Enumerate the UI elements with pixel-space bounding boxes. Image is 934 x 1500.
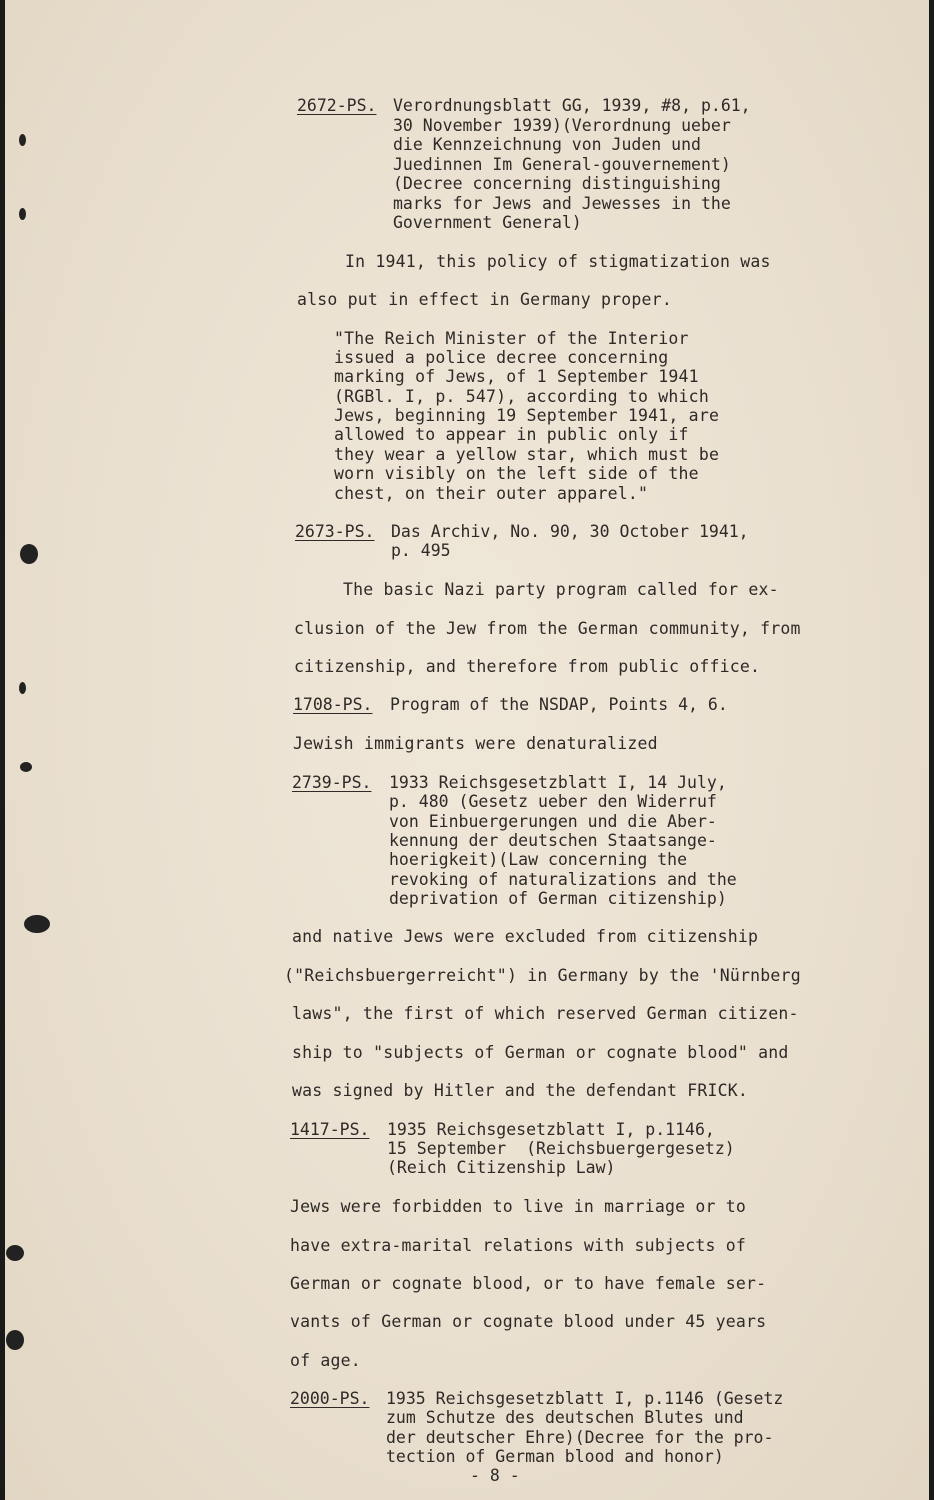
- citation-line: (Reich Citizenship Law): [387, 1158, 616, 1177]
- paragraph-line: have extra-marital relations with subjects of: [290, 1236, 747, 1255]
- citation-line: p. 480 (Gesetz ueber den Widerruf: [389, 792, 717, 811]
- citation-code: 2672-PS.: [297, 96, 377, 115]
- citation-line: 30 November 1939)(Verordnung ueber: [393, 116, 731, 135]
- citation-code: 2673-PS.: [295, 522, 375, 541]
- page-number: - 8 -: [470, 1466, 520, 1485]
- right-page-edge: [929, 0, 934, 1500]
- paragraph-line: ship to "subjects of German or cognate blood" and: [292, 1043, 789, 1062]
- paragraph-line: German or cognate blood, or to have female ser-: [290, 1274, 767, 1293]
- binder-hole: [19, 682, 26, 694]
- quotation-line: (RGBl. I, p. 547), according to which: [334, 387, 709, 406]
- paragraph-line: laws", the first of which reserved German citizen-: [292, 1004, 799, 1023]
- citation-code: 2000-PS.: [290, 1389, 370, 1408]
- citation-line: Government General): [393, 213, 582, 232]
- citation-line: von Einbuergerungen und die Aber-: [389, 812, 717, 831]
- paragraph-line: ("Reichsbuergerreicht") in Germany by the 'Nürnberg: [284, 966, 801, 985]
- citation-line: p. 495: [391, 541, 451, 560]
- quotation-line: Jews, beginning 19 September 1941, are: [334, 406, 720, 425]
- quotation-line: "The Reich Minister of the Interior: [334, 329, 689, 348]
- paragraph-line: also put in effect in Germany proper.: [297, 290, 672, 309]
- citation-line: marks for Jews and Jewesses in the: [393, 194, 731, 213]
- citation-line: 15 September (Reichsbuergergesetz): [387, 1139, 735, 1158]
- citation-line: revoking of naturalizations and the: [389, 870, 737, 889]
- citation-line: 1935 Reichsgesetzblatt I, p.1146 (Gesetz: [386, 1389, 784, 1408]
- paragraph-line: The basic Nazi party program called for ex-: [343, 580, 779, 599]
- quotation-line: marking of Jews, of 1 September 1941: [334, 367, 699, 386]
- quotation-line: worn visibly on the left side of the: [334, 464, 699, 483]
- binder-hole: [24, 915, 50, 933]
- citation-line: Juedinnen Im General-gouvernement): [393, 155, 731, 174]
- citation-line: der deutscher Ehre)(Decree for the pro-: [386, 1428, 774, 1447]
- left-page-edge: [0, 0, 5, 1500]
- binder-hole: [6, 1330, 24, 1350]
- paragraph-line: Jews were forbidden to live in marriage or to: [290, 1197, 747, 1216]
- citation-line: tection of German blood and honor): [386, 1447, 724, 1466]
- quotation-line: chest, on their outer apparel.": [334, 484, 649, 503]
- quotation-line: they wear a yellow star, which must be: [334, 445, 720, 464]
- citation-code: 1708-PS.: [293, 695, 373, 714]
- binder-hole: [20, 544, 38, 564]
- citation-line: Verordnungsblatt GG, 1939, #8, p.61,: [393, 96, 751, 115]
- binder-hole: [19, 208, 26, 220]
- citation-line: hoerigkeit)(Law concerning the: [389, 850, 688, 869]
- paragraph-line: clusion of the Jew from the German community, from: [294, 619, 801, 638]
- paragraph-line: was signed by Hitler and the defendant FRICK.: [292, 1081, 749, 1100]
- paragraph-line: of age.: [290, 1351, 361, 1370]
- citation-line: (Decree concerning distinguishing: [393, 174, 721, 193]
- paragraph-line: citizenship, and therefore from public office.: [294, 657, 761, 676]
- citation-line: deprivation of German citizenship): [389, 889, 727, 908]
- citation-line: Das Archiv, No. 90, 30 October 1941,: [391, 522, 749, 541]
- citation-line: kennung der deutschen Staatsange-: [389, 831, 717, 850]
- citation-line: 1933 Reichsgesetzblatt I, 14 July,: [389, 773, 727, 792]
- citation-line: zum Schutze des deutschen Blutes und: [386, 1408, 744, 1427]
- citation-line: 1935 Reichsgesetzblatt I, p.1146,: [387, 1120, 715, 1139]
- paragraph-line: and native Jews were excluded from citizenship: [292, 927, 759, 946]
- binder-hole: [19, 134, 26, 146]
- citation-line: die Kennzeichnung von Juden und: [393, 135, 701, 154]
- citation-line: Program of the NSDAP, Points 4, 6.: [390, 695, 728, 714]
- citation-code: 2739-PS.: [292, 773, 372, 792]
- paragraph-line: In 1941, this policy of stigmatization was: [345, 252, 771, 271]
- paragraph-line: vants of German or cognate blood under 45 years: [290, 1312, 767, 1331]
- quotation-line: allowed to appear in public only if: [334, 425, 689, 444]
- binder-hole: [6, 1245, 24, 1261]
- citation-code: 1417-PS.: [290, 1120, 370, 1139]
- quotation-line: issued a police decree concerning: [334, 348, 669, 367]
- paragraph-line: Jewish immigrants were denaturalized: [293, 734, 658, 753]
- binder-hole: [20, 762, 32, 772]
